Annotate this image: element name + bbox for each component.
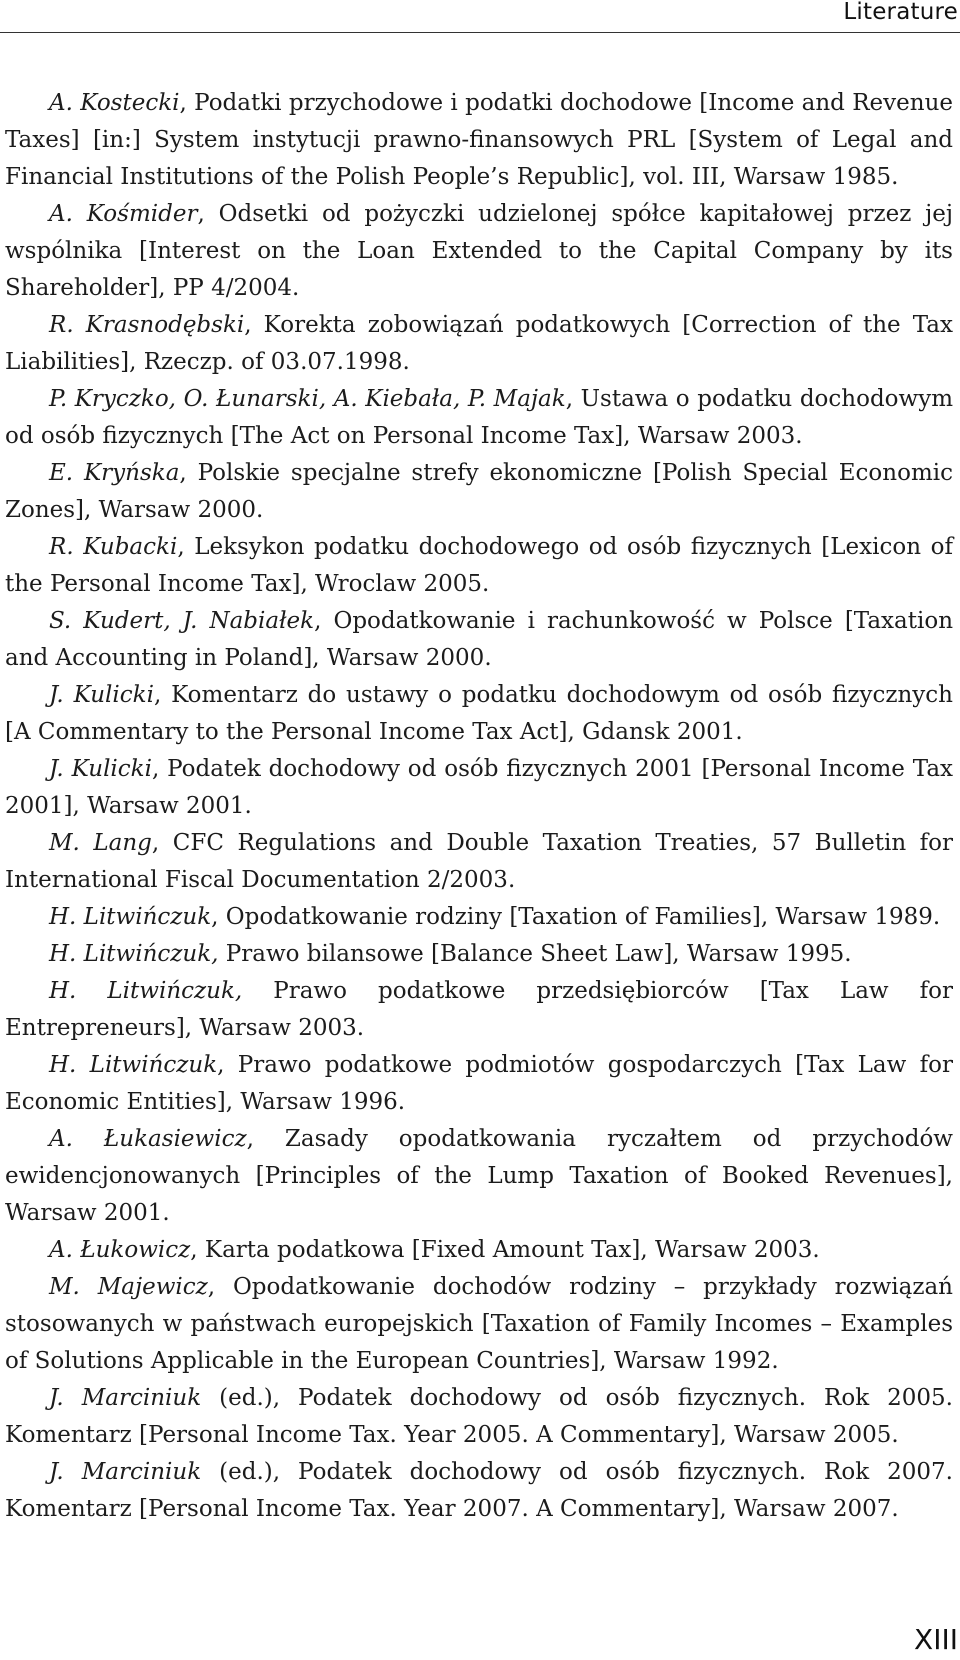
reference-text: Podatki przychodowe i podatki dochodowe [Income and Revenue Taxes] [in:] System instytucji prawno-finansowych PRL [System of Legal and Financial Institutions of the Polish People’s Republic], vol. III, Warsaw 1985. — [5, 90, 953, 190]
reference-text: Komentarz do ustawy o podatku dochodowym od osób fizycznych [A Commentary to the Personal Income Tax Act], Gdansk 2001. — [5, 682, 953, 745]
reference-entry — [5, 455, 953, 529]
reference-separator: , — [565, 386, 581, 412]
reference-separator — [242, 978, 273, 1004]
reference-entry — [5, 1232, 953, 1269]
reference-author: E. Kryńska — [49, 460, 180, 486]
reference-entry — [5, 529, 953, 603]
reference-separator: , — [151, 830, 173, 856]
reference-author: H. Litwińczuk, — [49, 941, 219, 967]
reference-text: Opodatkowanie rodziny [Taxation of Families], Warsaw 1989. — [225, 904, 941, 930]
reference-author: A. Łukowicz — [49, 1237, 191, 1263]
reference-text: CFC Regulations and Double Taxation Treaties, 57 Bulletin for International Fiscal Documentation 2/2003. — [5, 830, 954, 893]
reference-entry — [5, 936, 953, 973]
reference-text: Zasady opodatkowania ryczałtem od przychodów ewidencjonowanych [Principles of the Lump Taxation of Booked Revenues], Warsaw 2001. — [5, 1126, 953, 1226]
reference-author: P. Kryczko, O. Łunarski, A. Kiebała, P. Majak — [49, 386, 566, 412]
reference-text: Opodatkowanie i rachunkowość w Polsce [Taxation and Accounting in Poland], Warsaw 2000. — [5, 608, 954, 671]
reference-entry — [5, 973, 953, 1047]
reference-separator: , — [151, 756, 168, 782]
reference-text: Ustawa o podatku dochodowym od osób fizycznych [The Act on Personal Income Tax], Warsaw 2003. — [5, 386, 954, 449]
reference-text: Karta podatkowa [Fixed Amount Tax], Warsaw 2003. — [204, 1237, 820, 1263]
reference-separator: , — [179, 90, 195, 116]
reference-author: J. Marciniuk — [49, 1459, 202, 1485]
reference-text: Polskie specjalne strefy ekonomiczne [Polish Special Economic Zones], Warsaw 2000. — [5, 460, 953, 523]
reference-entry — [5, 196, 953, 307]
reference-entry — [5, 751, 953, 825]
reference-separator — [201, 1459, 219, 1485]
reference-separator: , — [177, 534, 195, 560]
reference-separator: , — [314, 608, 334, 634]
reference-author: R. Krasnodębski — [49, 312, 245, 338]
reference-separator: , — [244, 312, 264, 338]
reference-text: Korekta zobowiązań podatkowych [Correction of the Tax Liabilities], Rzeczp. of 03.07.1998. — [5, 312, 953, 375]
reference-author: A. Łukasiewicz — [49, 1126, 247, 1152]
reference-separator: , — [207, 1274, 233, 1300]
reference-separator — [218, 941, 225, 967]
reference-entry — [5, 1269, 953, 1380]
reference-text: Podatek dochodowy od osób fizycznych 2001 [Personal Income Tax 2001], Warsaw 2001. — [5, 756, 954, 819]
reference-separator: , — [246, 1126, 285, 1152]
reference-text: (ed.), Podatek dochodowy od osób fizycznych. Rok 2007. Komentarz [Personal Income Tax. Year 2007. A Commentary], Warsaw 2007. — [5, 1459, 953, 1522]
reference-separator: , — [179, 460, 198, 486]
reference-list — [5, 85, 953, 1528]
reference-author: M. Lang — [49, 830, 152, 856]
reference-text: Leksykon podatku dochodowego od osób fizycznych [Lexicon of the Personal Income Tax], Wroclaw 2005. — [5, 534, 953, 597]
reference-entry — [5, 825, 953, 899]
page-number: XIII — [914, 1623, 958, 1656]
reference-author: R. Kubacki — [49, 534, 178, 560]
reference-separator — [201, 1385, 219, 1411]
reference-text: (ed.), Podatek dochodowy od osób fizycznych. Rok 2005. Komentarz [Personal Income Tax. Year 2005. A Commentary], Warsaw 2005. — [5, 1385, 953, 1448]
reference-author: H. Litwińczuk, — [49, 978, 243, 1004]
reference-author: A. Kośmider — [49, 201, 198, 227]
reference-separator: , — [153, 682, 172, 708]
reference-text: Prawo bilansowe [Balance Sheet Law], Warsaw 1995. — [225, 941, 852, 967]
reference-text: Prawo podatkowe podmiotów gospodarczych [Tax Law for Economic Entities], Warsaw 1996. — [5, 1052, 953, 1115]
section-title: Literature — [843, 0, 958, 25]
reference-text: Odsetki od pożyczki udzielonej spółce kapitałowej przez jej wspólnika [Interest on the Loan Extended to the Capital Company by its Shareholder], PP 4/2004. — [5, 201, 954, 301]
reference-author: J. Kulicki — [49, 756, 152, 782]
reference-entry — [5, 381, 953, 455]
reference-author: S. Kudert, J. Nabiałek — [49, 608, 315, 634]
reference-separator: , — [211, 904, 226, 930]
reference-entry — [5, 899, 953, 936]
reference-entry — [5, 1454, 953, 1528]
reference-text: Opodatkowanie dochodów rodziny – przykłady rozwiązań stosowanych w państwach europejskich [Taxation of Family Incomes – Examples of Solutions Applicable in the European Countries], Warsaw 1992. — [5, 1274, 953, 1374]
reference-separator: , — [197, 201, 219, 227]
reference-author: J. Marciniuk — [49, 1385, 202, 1411]
reference-entry — [5, 677, 953, 751]
reference-text: Prawo podatkowe przedsiębiorców [Tax Law for Entrepreneurs], Warsaw 2003. — [5, 978, 954, 1041]
reference-author: A. Kostecki — [49, 90, 180, 116]
reference-entry — [5, 85, 953, 196]
reference-author: H. Litwińczuk — [49, 904, 212, 930]
running-header — [0, 0, 960, 33]
reference-author: M. Majewicz — [49, 1274, 208, 1300]
reference-author: J. Kulicki — [49, 682, 154, 708]
reference-entry — [5, 1121, 953, 1232]
reference-entry — [5, 1380, 953, 1454]
reference-author: H. Litwińczuk — [49, 1052, 218, 1078]
reference-separator: , — [217, 1052, 238, 1078]
reference-entry — [5, 1047, 953, 1121]
reference-entry — [5, 603, 953, 677]
reference-separator: , — [190, 1237, 205, 1263]
reference-entry — [5, 307, 953, 381]
